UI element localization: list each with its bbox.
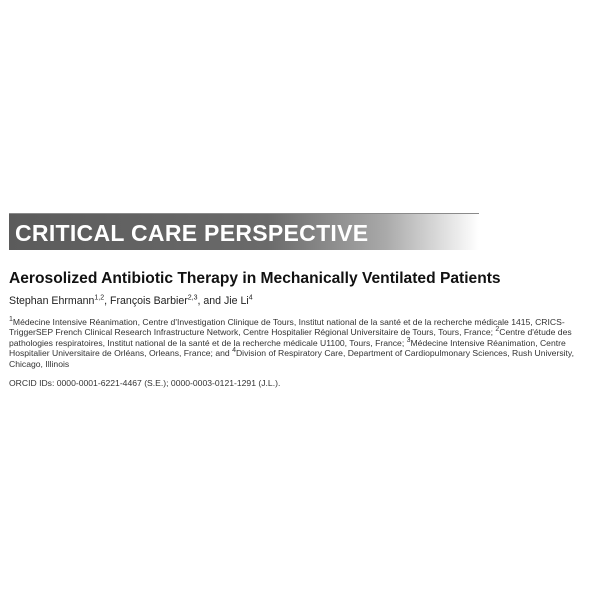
affiliation-number: 4 (232, 347, 236, 355)
author-affiliation-marker: 2,3 (187, 294, 198, 302)
affiliation-text: Division of Respiratory Care, Department of Cardiopulmonary Sciences, Rush University, Chicago, Illinois (9, 348, 574, 369)
author-name: François Barbier (110, 295, 188, 307)
author-separator: , and (197, 295, 224, 307)
affiliation-text: Médecine Intensive Réanimation, Centre d'Investigation Clinique de Tours, Institut national de la santé et de la recherche médicale 1415, CRICS-TriggerSEP French Clinical Research Infrastructure Network, Centre Hospitalier Régional Universitaire de Tours, Tours, France; (9, 317, 565, 338)
section-label: CRITICAL CARE PERSPECTIVE (15, 220, 369, 246)
section-banner (9, 213, 479, 250)
affiliation-text: Centre d'étude des pathologies respiratoires, Institut national de la santé et de la recherche médicale U1100, Tours, France; (9, 327, 572, 348)
affiliation-number: 2 (495, 326, 500, 334)
affiliations (9, 317, 595, 369)
affiliation-text: Médecine Intensive Réanimation, Centre Hospitalier Universitaire de Orléans, Orleans, France; and (9, 337, 566, 359)
author-affiliation-marker: 1,2 (94, 294, 105, 302)
author-list (9, 295, 253, 307)
affiliation-number: 3 (406, 336, 411, 344)
author-separator: , (104, 295, 111, 307)
affiliation-number: 1 (9, 316, 13, 324)
author-name: Jie Li (224, 295, 249, 307)
orcid-line: ORCID IDs: 0000-0001-6221-4467 (S.E.); 0000-0003-0121-1291 (J.L.). (9, 378, 281, 388)
author-name: Stephan Ehrmann (9, 295, 95, 307)
author-affiliation-marker: 4 (248, 294, 253, 302)
article-title: Aerosolized Antibiotic Therapy in Mechanically Ventilated Patients (9, 270, 501, 287)
